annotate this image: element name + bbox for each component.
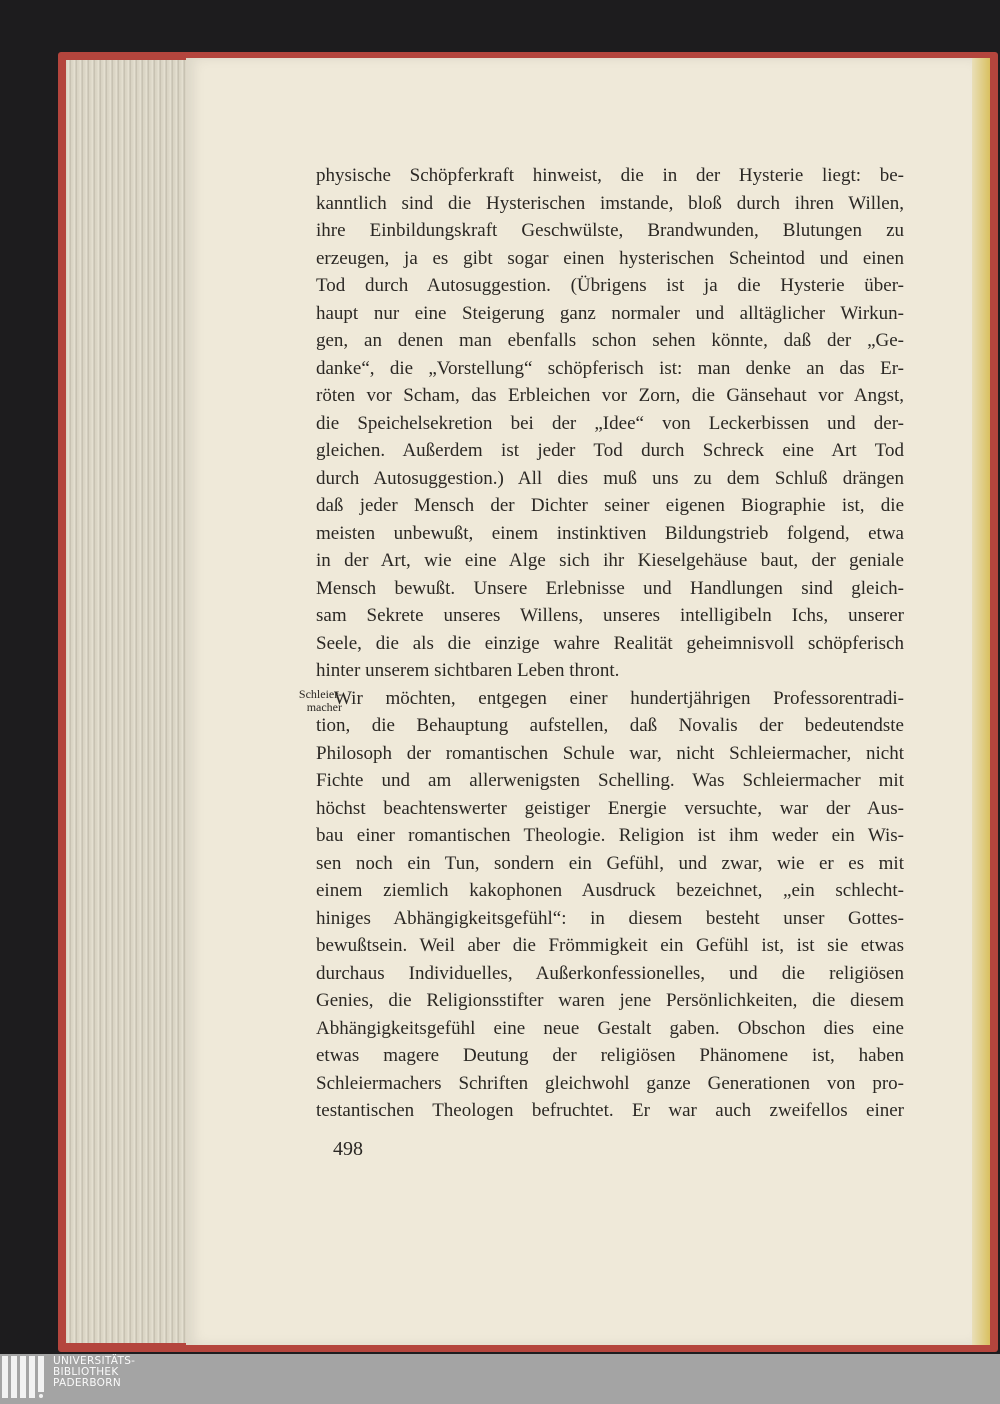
- text-line: sen noch ein Tun, sondern ein Gefühl, und zwar, wie er es mit: [316, 852, 904, 874]
- text-line: gen, an denen man ebenfalls schon sehen könnte, daß der „Ge-: [316, 330, 904, 351]
- margin-note: [272, 688, 342, 714]
- text-line: Schleiermachers Schriften gleichwohl ganze Generationen von pro-: [316, 1072, 904, 1094]
- text-line: ihre Einbildungskraft Geschwülste, Brandwunden, Blutungen zu: [316, 220, 904, 241]
- text-line: meisten unbewußt, einem instinktiven Bildungstrieb folgend, etwa: [316, 522, 904, 544]
- text-line: Tod durch Autosuggestion. (Übrigens ist ja die Hysterie über-: [316, 275, 904, 296]
- text-line: tion, die Behauptung aufstellen, daß Novalis der bedeutendste: [316, 715, 904, 736]
- text-line: erzeugen, ja es gibt sogar einen hysterischen Scheintod und einen: [316, 247, 904, 269]
- text-line: Wir möchten, entgegen einer hundertjährigen Professorentradi-: [334, 687, 904, 709]
- text-line: bau einer romantischen Theologie. Religion ist ihm weder ein Wis-: [316, 825, 904, 846]
- text-line: Mensch bewußt. Unsere Erlebnisse und Handlungen sind gleich-: [316, 577, 904, 599]
- margin-note-line: Schleier-: [298, 687, 342, 701]
- text-line: Seele, die als die einzige wahre Realität geheimnisvoll schöpferisch: [316, 632, 904, 654]
- text-line: daß jeder Mensch der Dichter seiner eigenen Biographie ist, die: [316, 495, 904, 516]
- text-line: einem ziemlich kakophonen Ausdruck bezeichnet, „ein schlecht-: [316, 880, 904, 901]
- text-line: etwas magere Deutung der religiösen Phänomene ist, haben: [316, 1045, 904, 1066]
- text-line: hinter unserem sichtbaren Leben thront.: [316, 660, 620, 681]
- text-line: Fichte und am allerwenigsten Schelling. Was Schleiermacher mit: [316, 770, 904, 791]
- text-line: kanntlich sind die Hysterischen imstande, bloß durch ihren Willen,: [316, 192, 904, 214]
- logo-line: PADERBORN: [53, 1377, 121, 1389]
- text-line: Abhängigkeitsgefühl eine neue Gestalt gaben. Obschon dies eine: [316, 1017, 904, 1039]
- text-line: physische Schöpferkraft hinweist, die in der Hysterie liegt: be-: [316, 165, 904, 186]
- text-line: die Speichelsekretion bei der „Idee“ von Leckerbissen und der-: [316, 412, 904, 434]
- library-logo-text: [53, 1356, 135, 1389]
- text-line: durchaus Individuelles, Außerkonfessionelles, und die religiösen: [316, 962, 904, 984]
- logo-line: UNIVERSITÄTS-: [53, 1355, 136, 1367]
- margin-note-line: macher: [306, 700, 342, 714]
- text-line: sam Sekrete unseres Willens, unseres intelligibeln Ichs, unserer: [316, 605, 904, 626]
- body-text: [316, 162, 904, 1125]
- text-line: röten vor Scham, das Erbleichen vor Zorn, die Gänsehaut vor Angst,: [316, 385, 904, 406]
- text-line: Genies, die Religionsstifter waren jene Persönlichkeiten, die diesem: [316, 990, 904, 1011]
- text-line: Philosoph der romantischen Schule war, nicht Schleiermacher, nicht: [316, 742, 904, 764]
- page-edge-right: [972, 58, 990, 1345]
- text-line: haupt nur eine Steigerung ganz normaler und alltäglicher Wirkun-: [316, 302, 904, 324]
- text-line: in der Art, wie eine Alge sich ihr Kieselgehäuse baut, der geniale: [316, 550, 904, 571]
- text-line: gleichen. Außerdem ist jeder Tod durch Schreck eine Art Tod: [316, 440, 904, 461]
- page-edges: [66, 60, 190, 1343]
- text-line: durch Autosuggestion.) All dies muß uns zu dem Schluß drängen: [316, 467, 904, 489]
- library-footer: [0, 1354, 1000, 1404]
- logo-line: BIBLIOTHEK: [53, 1366, 119, 1378]
- text-line: höchst beachtenswerter geistiger Energie versuchte, war der Aus-: [316, 797, 904, 819]
- text-line: testantischen Theologen befruchtet. Er war auch zweifellos einer: [316, 1100, 904, 1121]
- text-line: hiniges Abhängigkeitsgefühl“: in diesem besteht unser Gottes-: [316, 907, 904, 929]
- page-number: 498: [333, 1138, 363, 1160]
- text-line: bewußtsein. Weil aber die Frömmigkeit ein Gefühl ist, ist sie etwas: [316, 935, 904, 956]
- text-line: danke“, die „Vorstellung“ schöpferisch ist: man denke an das Er-: [316, 357, 904, 379]
